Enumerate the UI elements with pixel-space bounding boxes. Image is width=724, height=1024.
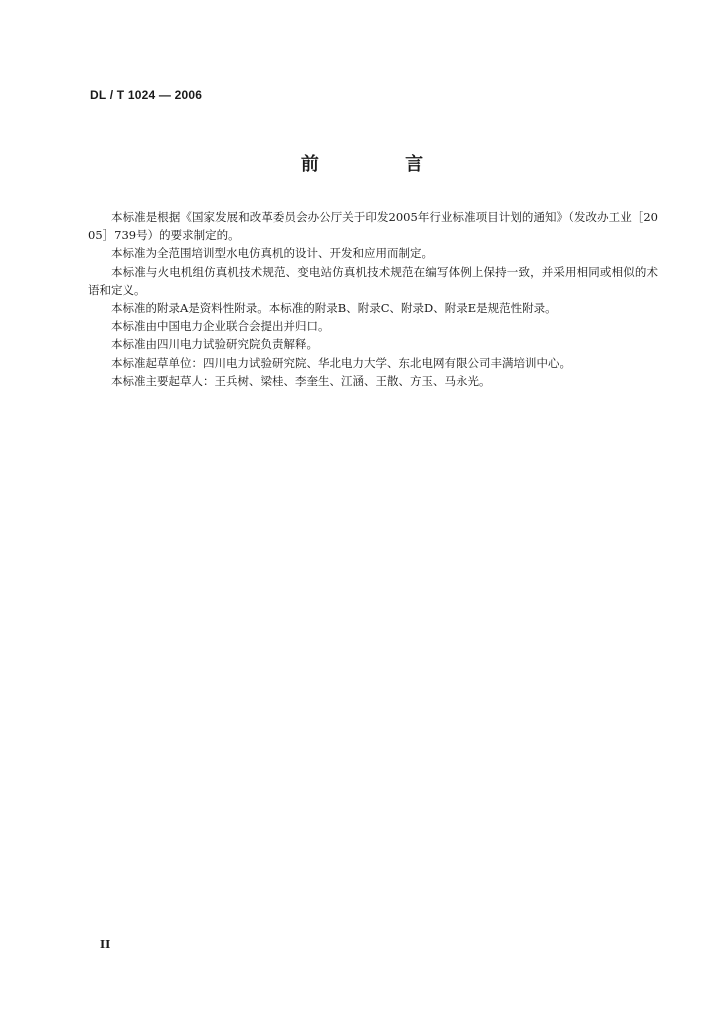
paragraph-proposer: 本标准由中国电力企业联合会提出并归口。 xyxy=(111,319,330,334)
paragraph-interpretation: 本标准由四川电力试验研究院负责解释。 xyxy=(111,337,318,352)
paragraph-consistency: 本标准与火电机组仿真机技术规范、变电站仿真机技术规范在编写体例上保持一致，并采用相同或相似的术语和定义。 xyxy=(88,264,658,297)
standard-code: DL / T 1024 — 2006 xyxy=(90,88,203,102)
paragraph-purpose: 本标准为全范围培训型水电仿真机的设计、开发和应用而制定。 xyxy=(111,246,433,261)
page-title: 前 言 xyxy=(300,154,464,175)
paragraph-drafting-units: 本标准起草单位：四川电力试验研究院、华北电力大学、东北电网有限公司丰满培训中心。 xyxy=(111,355,571,370)
foreword-body xyxy=(88,208,658,390)
paragraph-drafters: 本标准主要起草人：王兵树、梁桂、李奎生、江涵、王散、方玉、马永光。 xyxy=(111,373,491,388)
page-number: II xyxy=(100,938,111,951)
paragraph-annexes: 本标准的附录A是资料性附录。本标准的附录B、附录C、附录D、附录E是规范性附录。 xyxy=(111,301,557,316)
paragraph-basis: 本标准是根据《国家发展和改革委员会办公厅关于印发2005年行业标准项目计划的通知》（发改办工业［2005］739号）的要求制定的。 xyxy=(88,210,658,243)
